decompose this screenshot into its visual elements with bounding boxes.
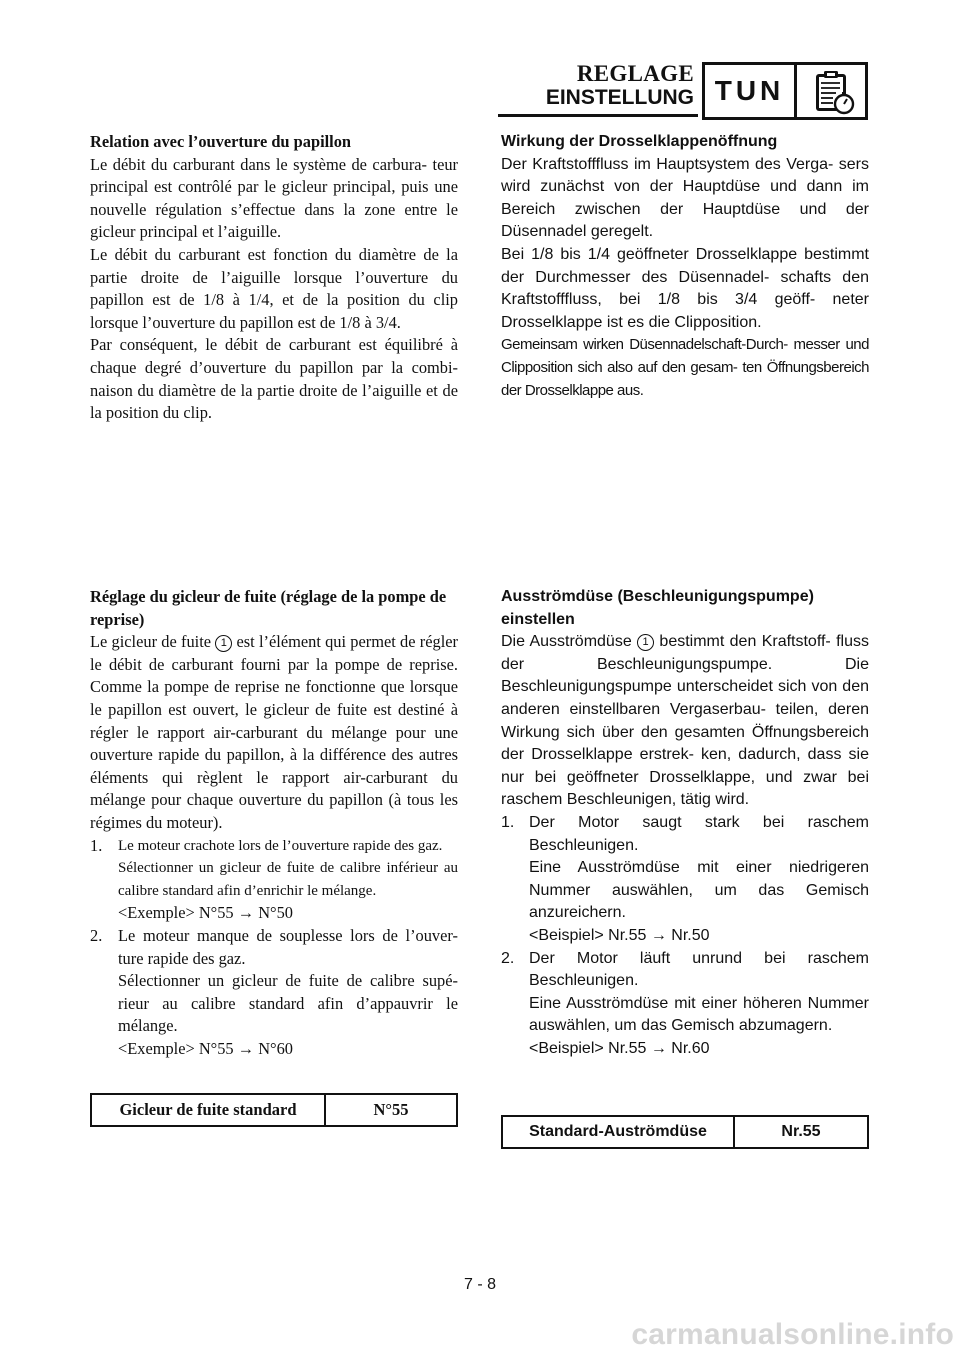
step-action: Eine Ausströmdüse mit einer höheren Nummer auswählen, um das Gemisch abzumagern. — [529, 994, 869, 1035]
spec-value: N°55 — [324, 1095, 456, 1125]
step-number: 1. — [501, 813, 515, 831]
leak-jet-adjustment-de — [501, 586, 869, 1060]
step-problem: Der Motor saugt stark bei raschem Beschleunigen. — [529, 813, 869, 854]
step-action: Eine Ausströmdüse mit einer niedrigeren Nummer auswählen, um das Gemisch anzureichern. — [529, 859, 869, 922]
list-item — [501, 948, 869, 1061]
callout-number: 1 — [215, 635, 232, 652]
step-problem: Le moteur crachote lors de l’ouverture rapide des gaz. — [118, 837, 443, 854]
intro-start: Le gicleur de fuite — [90, 632, 212, 652]
troubleshooting-list — [501, 812, 869, 1061]
step-number: 2. — [501, 949, 515, 967]
watermark: carmanualsonline.info — [631, 1318, 954, 1351]
page-header-titles — [546, 62, 694, 110]
step-example: <Exemple> N°55 → N°60 — [118, 1038, 293, 1058]
step-action: Sélectionner un gicleur de fuite de calibre inférieur au calibre standard afin d’enrichir le mélange. — [118, 860, 458, 899]
spec-value: Nr.55 — [733, 1117, 867, 1147]
list-item — [90, 835, 458, 925]
step-problem: Le moteur manque de souplesse lors de l’ouver- ture rapide des gaz. — [118, 925, 458, 968]
list-item — [90, 925, 458, 1061]
section-title: Réglage du gicleur de fuite (réglage de la pompe de reprise) — [90, 587, 447, 629]
leak-jet-adjustment-fr — [90, 586, 458, 1060]
paragraph: Der Kraftstofffluss im Hauptsystem des Verga- sers wird zunächst von der Hauptdüse und dann im Bereich zwischen der Hauptdüse und der Düsennadel geregelt. — [501, 155, 869, 241]
step-action: Sélectionner un gicleur de fuite de calibre supé- rieur au calibre standard afin d’appauvrir le mélange. — [118, 971, 458, 1036]
throttle-relation-de — [501, 131, 869, 402]
callout-number: 1 — [637, 634, 654, 651]
step-problem: Der Motor läuft unrund bei raschem Beschleunigen. — [529, 949, 869, 990]
step-example: <Beispiel> Nr.55 → Nr.50 — [529, 926, 710, 944]
section-code: TUN — [705, 65, 797, 117]
section-title: Relation avec l’ouverture du papillon — [90, 132, 352, 151]
header-title-de: EINSTELLUNG — [545, 86, 694, 109]
step-number: 2. — [90, 925, 103, 945]
section-tab — [702, 62, 868, 120]
troubleshooting-list — [90, 835, 458, 1061]
section-title: Wirkung der Drosselklappenöffnung — [501, 133, 778, 150]
step-number: 1. — [90, 835, 103, 855]
spec-label: Gicleur de fuite standard — [119, 1100, 297, 1119]
intro-start: Die Ausströmdüse — [501, 633, 632, 651]
paragraph: Gemeinsam wirken Düsennadelschaft-Durch- messer und Clipposition sich also auf den gesam- ten Öffnungsbereich der Drosselklappe aus. — [501, 336, 869, 399]
intro-rest: bestimmt den Kraftstoff- fluss der Beschleunigungspumpe. Die Beschleunigungspumpe unterscheidet sich von den anderen einstellbaren Vergaserbau- teilen, deren Wirkung sich über den gesamten Öffnungsbereich der Drosselklappe erstrek- ken, dadurch, dass sie nur bei geöffneter Drosselklappe, und zwar bei raschem Beschleunigen, tätig wird. — [501, 633, 869, 809]
paragraph: Bei 1/8 bis 1/4 geöffneter Drosselklappe bestimmt der Durchmesser des Düsennadel- schafts den Kraftstofffluss, bei 1/8 bis 3/4 geöff- neter Drosselklappe ist es die Clipposition. — [501, 245, 869, 331]
list-item — [501, 812, 869, 948]
section-title: Ausströmdüse (Beschleunigungspumpe) einstellen — [501, 588, 814, 628]
throttle-relation-fr — [90, 131, 458, 425]
paragraph — [90, 631, 458, 834]
clipboard-stopwatch-icon — [800, 65, 865, 117]
paragraph — [501, 631, 869, 812]
spec-label: Standard-Auströmdüse — [529, 1123, 707, 1140]
paragraph: Par conséquent, le débit de carburant est équilibré à chaque degré d’ouverture du papillon par la combi- naison du diamètre de la partie droite de l’aiguille et de la position du clip. — [90, 335, 458, 423]
paragraph: Le débit du carburant dans le système de carbura- teur principal est contrôlé par le gicleur principal, puis une nouvelle régulation s’effectue dans la zone entre le gicleur principal et l’aiguille. — [90, 154, 458, 242]
spec-table-fr — [90, 1093, 458, 1127]
header-title-fr: REGLAGE — [576, 61, 694, 86]
step-example: <Beispiel> Nr.55 → Nr.60 — [529, 1039, 710, 1057]
spec-table-de — [501, 1115, 869, 1149]
step-example: <Exemple> N°55 → N°50 — [118, 903, 293, 923]
header-underline — [498, 114, 698, 117]
paragraph: Le débit du carburant est fonction du diamètre de la partie droite de l’aiguille lorsque l’ouverture du papillon est de 1/8 à 1/4, et de la position du clip lorsque l’ouverture du papillon est de 1/8 à 3/4. — [90, 244, 458, 332]
page-number: 7 - 8 — [463, 1276, 496, 1293]
intro-rest: est l’élément qui permet de régler le débit de carburant fourni par la pompe de reprise. Comme la pompe de reprise ne fonctionne que lorsque le papillon est ouvert, le gicleur de fuite est destiné à régler le rapport air-carburant du mélange pour une ouverture rapide du papillon, à la différence des autres éléments qui règlent le rapport air-carburant du mélange pour chaque ouverture du papillon (à tous les régimes du moteur). — [90, 632, 458, 832]
